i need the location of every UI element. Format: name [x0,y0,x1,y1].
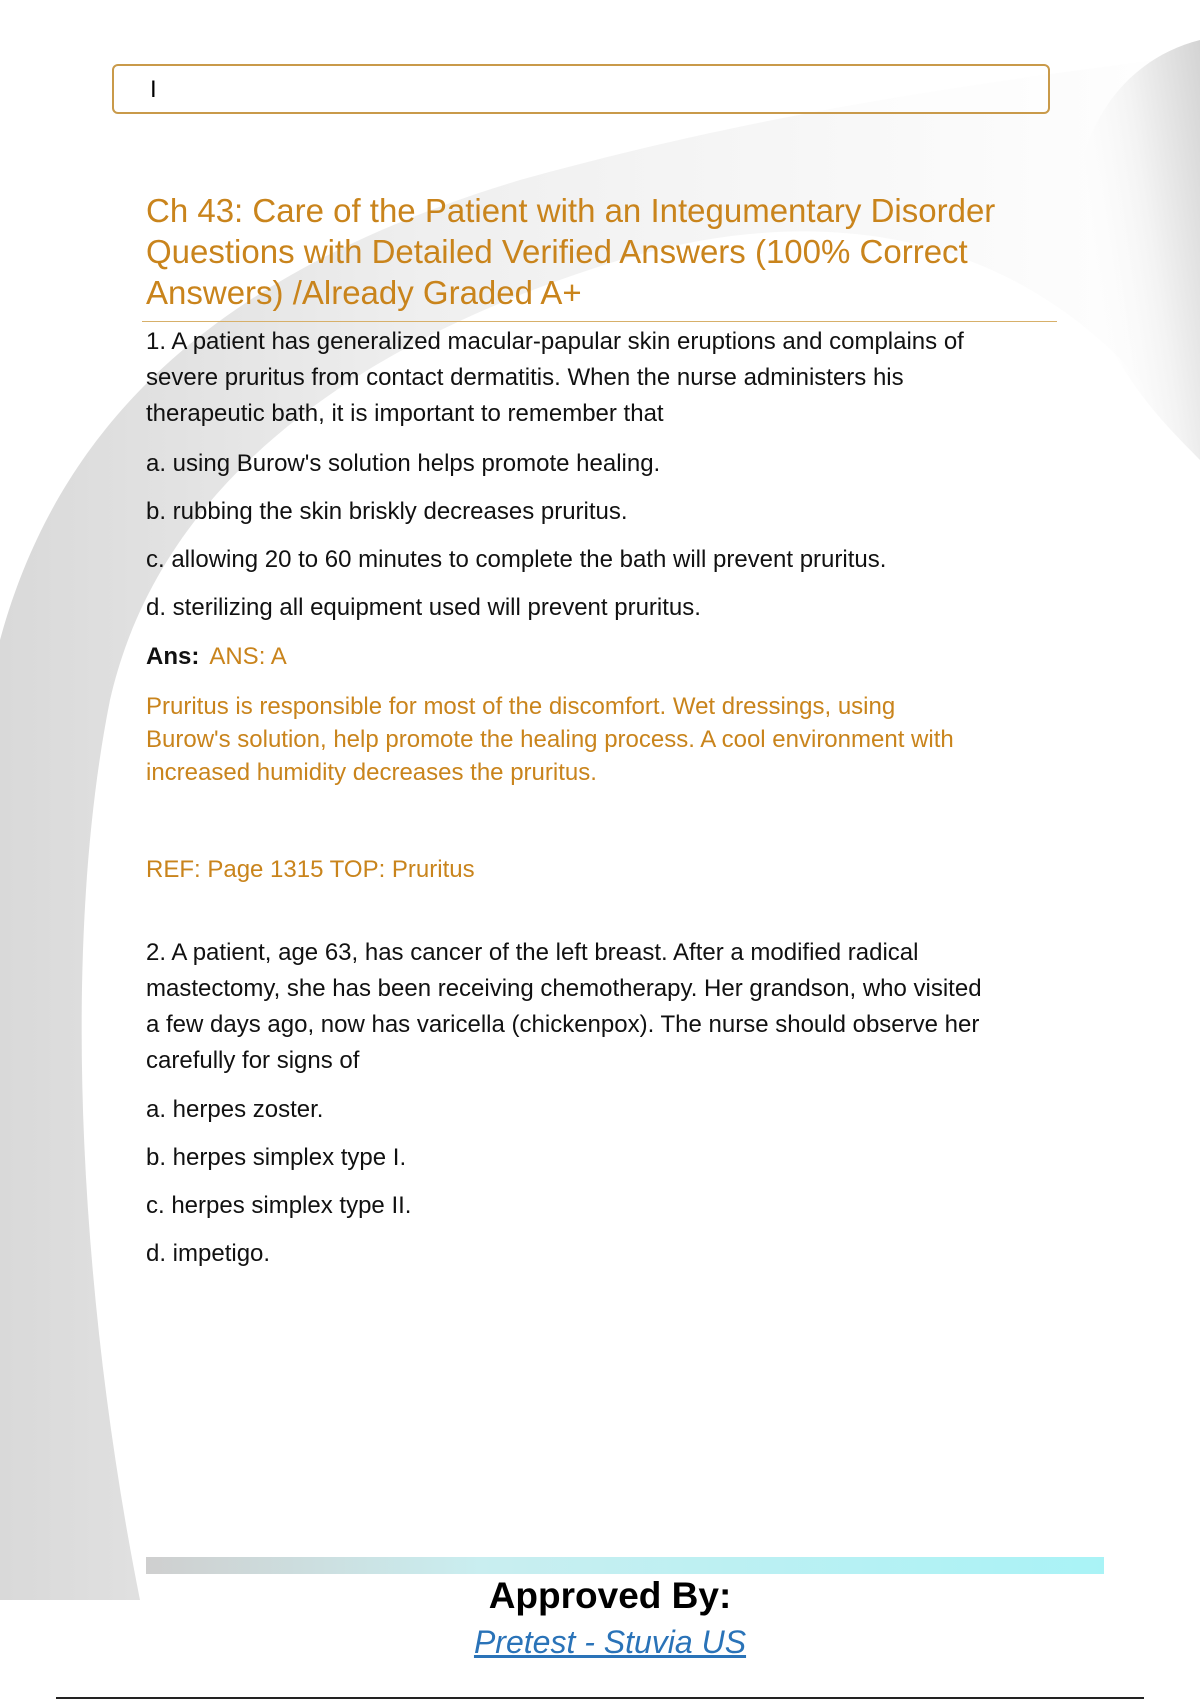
approved-by-link[interactable]: Pretest - Stuvia US [473,1624,747,1660]
answer-line [146,643,287,671]
question-2 [146,935,1066,1267]
question-2-stem-line-2: mastectomy, she has been receiving chemotherapy. Her grandson, who visited [146,975,982,1002]
question-2-stem-line-1: 2. A patient, age 63, has cancer of the left breast. After a modified radical [146,939,919,966]
bottom-divider [56,1697,1144,1699]
question-2-option-d: d. impetigo. [146,1240,271,1267]
title-line-1: Ch 43: Care of the Patient with an Integumentary Disorder [146,192,996,229]
reference-topic: REF: Page 1315 TOP: Pruritus [146,856,475,883]
document-title [146,190,1056,313]
answer-label: Ans: [146,643,200,670]
question-2-option-a: a. herpes zoster. [146,1096,324,1123]
header-box [112,64,1050,114]
footer-bar [146,1557,1104,1574]
question-2-option-b: b. herpes simplex type I. [146,1144,407,1171]
question-1-option-c: c. allowing 20 to 60 minutes to complete the bath will prevent pruritus. [146,546,887,573]
question-1 [146,324,1066,621]
title-divider [142,321,1057,322]
question-1-option-a: a. using Burow's solution helps promote healing. [146,450,661,477]
approved-by-label: Approved By: [488,1575,732,1616]
question-1-stem-line-1: 1. A patient has generalized macular-papular skin eruptions and complains of [146,328,964,355]
question-2-stem-line-3: a few days ago, now has varicella (chickenpox). The nurse should observe her [146,1011,980,1038]
question-1-option-d: d. sterilizing all equipment used will prevent pruritus. [146,594,701,621]
question-1-stem-line-2: severe pruritus from contact dermatitis. When the nurse administers his [146,364,904,391]
rationale-line-2: Burow's solution, help promote the healing process. A cool environment with [146,726,954,753]
rationale-line-3: increased humidity decreases the pruritus. [146,759,597,786]
question-1-stem-line-3: therapeutic bath, it is important to remember that [146,400,664,427]
answer-value: ANS: A [209,643,287,670]
question-2-stem-line-4: carefully for signs of [146,1047,360,1074]
header-mark: I [150,76,157,103]
title-line-3: Answers) /Already Graded A+ [146,274,582,311]
title-line-2: Questions with Detailed Verified Answers (100% Correct [146,233,968,270]
rationale-line-1: Pruritus is responsible for most of the discomfort. Wet dressings, using [146,693,896,720]
question-2-option-c: c. herpes simplex type II. [146,1192,412,1219]
answer-rationale [146,690,1056,789]
question-1-option-b: b. rubbing the skin briskly decreases pruritus. [146,498,628,525]
